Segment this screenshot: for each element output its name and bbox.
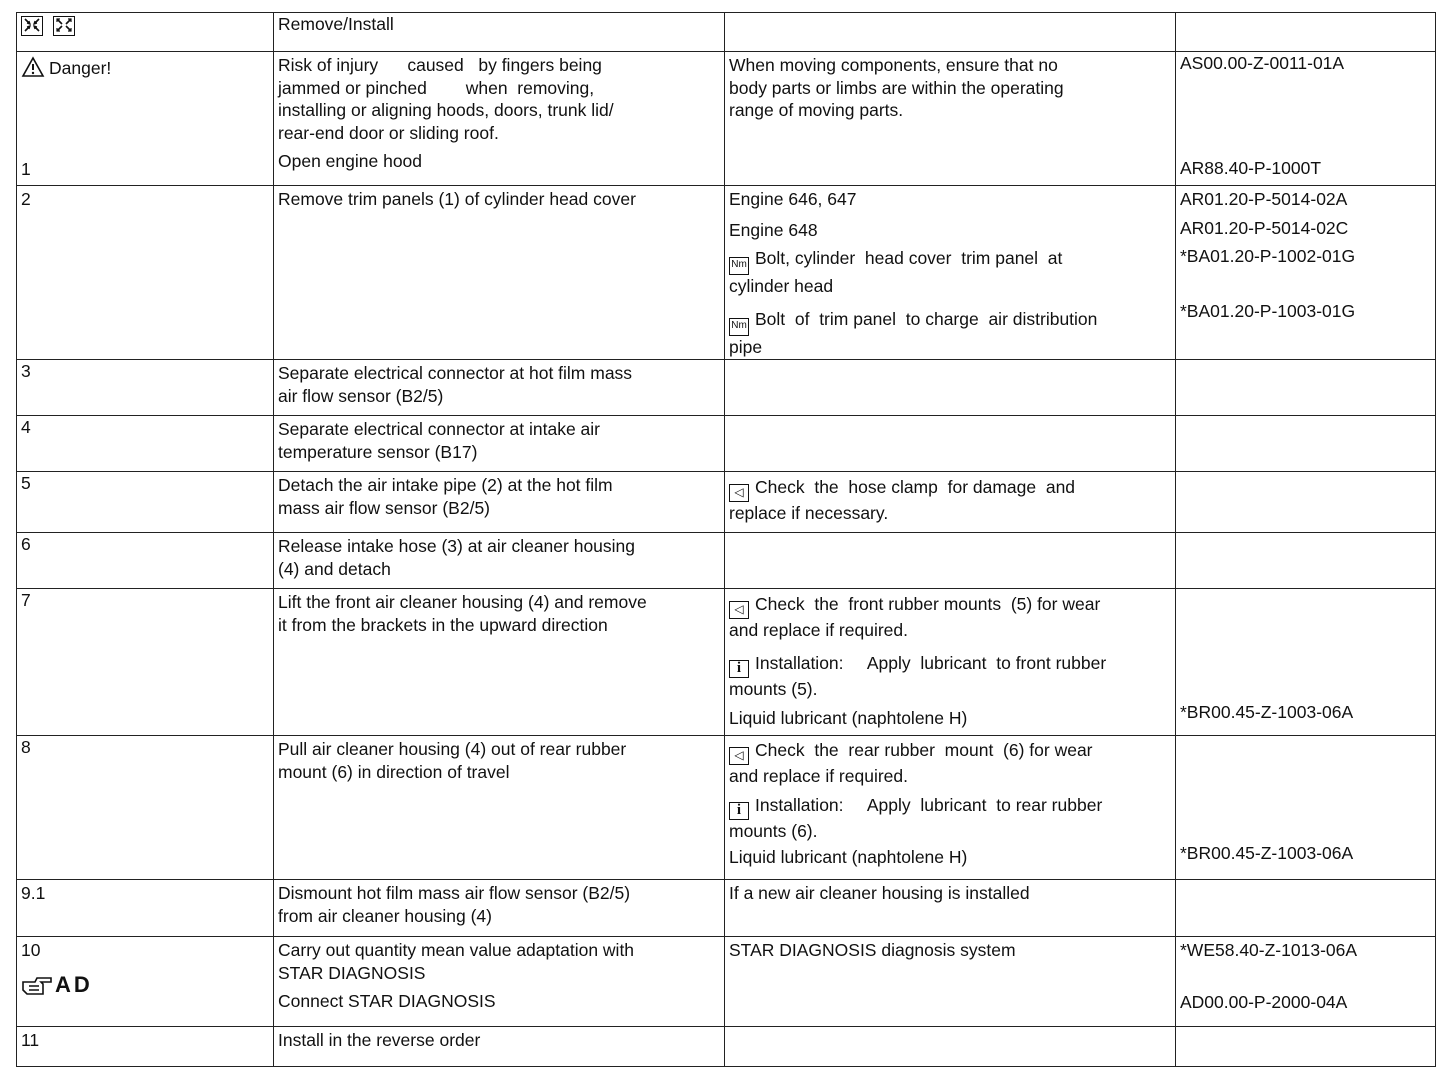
step-9-line: from air cleaner housing (4) — [278, 905, 492, 926]
code-b[interactable]: AR01.20-P-5014-02C — [1180, 217, 1349, 238]
torque-nm-icon: Nm — [729, 257, 749, 275]
step-6-row — [17, 533, 1436, 589]
code-a[interactable]: AR01.20-P-5014-02A — [1180, 189, 1348, 209]
step-10-row — [17, 937, 1436, 1027]
step-6-line: Release intake hose (3) at air cleaner housing — [278, 536, 636, 556]
step-8-code[interactable]: *BR00.45-Z-1003-06A — [1180, 843, 1354, 863]
step-10-code-cell — [1176, 937, 1436, 1027]
step-3-line: Separate electrical connector at hot film mass — [278, 363, 633, 383]
step-2-codes — [1176, 186, 1436, 360]
step-2-notes — [725, 186, 1176, 360]
step-1-code[interactable]: AR88.40-P-1000T — [1180, 157, 1322, 178]
step-8-text — [274, 736, 725, 880]
step-5-note — [725, 472, 1176, 533]
check-note — [729, 739, 1171, 765]
engine-note-a: Engine 646, 647 — [729, 189, 857, 209]
step-7-number: 7 — [17, 589, 274, 736]
step-11-number: 11 — [17, 1027, 274, 1067]
step-6-text — [274, 533, 725, 589]
step-7-text — [274, 589, 725, 736]
step-7-code-cell — [1176, 589, 1436, 736]
header-row — [17, 13, 1436, 52]
step-4-number: 4 — [17, 416, 274, 472]
check-note — [729, 476, 1171, 502]
step-4-line: temperature sensor (B17) — [278, 441, 478, 462]
info-icon: i — [729, 802, 749, 820]
step-7-line: it from the brackets in the upward direction — [278, 614, 608, 635]
code-c[interactable]: *BA01.20-P-1002-01G — [1180, 246, 1356, 266]
step-1-text: Open engine hood — [278, 151, 423, 171]
measure-line: body parts or limbs are within the operating — [729, 77, 1064, 98]
torque-note-c — [729, 247, 1171, 275]
step-11-empty — [725, 1027, 1176, 1067]
step-9-row — [17, 880, 1436, 937]
torque-note-c-line: Bolt, cylinder head cover trim panel at — [755, 248, 1063, 268]
step-2-number: 2 — [17, 186, 274, 360]
install-icon — [53, 16, 75, 36]
torque-nm-icon: Nm — [729, 318, 749, 336]
step-10-note: STAR DIAGNOSIS diagnosis system — [725, 937, 1176, 1027]
check-note — [729, 593, 1171, 619]
check-note-line: Check the front rubber mounts (5) for wear — [755, 594, 1101, 614]
step-3-text — [274, 360, 725, 416]
step-6-code-empty — [1176, 533, 1436, 589]
step-2-row — [17, 186, 1436, 360]
step-5-line: mass air flow sensor (B2/5) — [278, 497, 491, 518]
step-10-number-cell — [17, 937, 274, 1027]
danger-label — [21, 56, 269, 84]
danger-code[interactable]: AS00.00-Z-0011-01A — [1180, 53, 1345, 73]
risk-line: rear-end door or sliding roof. — [278, 122, 499, 143]
step-6-number: 6 — [17, 533, 274, 589]
check-icon: ◁ — [729, 747, 749, 765]
step-3-line: air flow sensor (B2/5) — [278, 385, 444, 406]
info-icon: i — [729, 660, 749, 678]
check-note-line: replace if necessary. — [729, 503, 889, 523]
step-9-note: If a new air cleaner housing is installed — [725, 880, 1176, 937]
step-5-line: Detach the air intake pipe (2) at the hot film — [278, 475, 613, 495]
danger-text: Danger! — [49, 58, 112, 78]
torque-note-d — [729, 308, 1171, 336]
step-11-text: Install in the reverse order — [274, 1027, 725, 1067]
lubricant-note: Liquid lubricant (naphtolene H) — [729, 847, 968, 867]
step-10-line: STAR DIAGNOSIS — [278, 962, 426, 983]
step-3-row — [17, 360, 1436, 416]
step-6-empty — [725, 533, 1176, 589]
procedure-table — [16, 12, 1436, 1067]
measure-line: range of moving parts. — [729, 100, 904, 120]
step-5-number: 5 — [17, 472, 274, 533]
ad-marker — [21, 971, 269, 1004]
check-note-line: Check the rear rubber mount (6) for wear — [755, 740, 1093, 760]
step-4-empty — [725, 416, 1176, 472]
step-9-code-empty — [1176, 880, 1436, 937]
step-10-line: Carry out quantity mean value adaptation with — [278, 940, 635, 960]
remove-icon — [21, 16, 43, 36]
header-title: Remove/Install — [274, 13, 725, 52]
danger-measures-cell — [725, 52, 1176, 186]
step-11-code-empty — [1176, 1027, 1436, 1067]
warning-triangle-icon — [21, 56, 45, 84]
step-10-code[interactable]: *WE58.40-Z-1013-06A — [1180, 940, 1358, 960]
step-1-number: 1 — [21, 158, 31, 179]
header-empty-3 — [725, 13, 1176, 52]
step-8-row — [17, 736, 1436, 880]
step-3-number: 3 — [17, 360, 274, 416]
step-7-notes — [725, 589, 1176, 736]
step-8-line: Pull air cleaner housing (4) out of rear rubber — [278, 739, 627, 759]
check-note-line: and replace if required. — [729, 766, 908, 786]
install-note-line: Installation: Apply lubricant to rear rubber — [755, 794, 1103, 815]
step-4-line: Separate electrical connector at intake air — [278, 419, 600, 439]
step-8-number: 8 — [17, 736, 274, 880]
step-5-row — [17, 472, 1436, 533]
install-note — [729, 652, 1171, 678]
step-9-text — [274, 880, 725, 937]
torque-note-d-line: Bolt of trim panel to charge air distribution — [755, 308, 1098, 329]
check-icon: ◁ — [729, 601, 749, 619]
step-9-line: Dismount hot film mass air flow sensor (B2/5) — [278, 883, 631, 903]
torque-note-c-line: cylinder head — [729, 276, 834, 296]
danger-code-cell — [1176, 52, 1436, 186]
risk-line: installing or aligning hoods, doors, trunk lid/ — [278, 100, 614, 120]
step-7-row — [17, 589, 1436, 736]
step-8-line: mount (6) in direction of travel — [278, 761, 510, 782]
code-d[interactable]: *BA01.20-P-1003-01G — [1180, 300, 1356, 321]
step-11-row — [17, 1027, 1436, 1067]
step-2-text: Remove trim panels (1) of cylinder head cover — [274, 186, 725, 360]
danger-row — [17, 52, 1436, 186]
lubricant-note: Liquid lubricant (naphtolene H) — [729, 708, 968, 728]
pointing-hand-icon — [21, 974, 53, 1004]
step-8-notes — [725, 736, 1176, 880]
header-icons-cell — [17, 13, 274, 52]
check-icon: ◁ — [729, 484, 749, 502]
install-note — [729, 794, 1171, 820]
install-note-line: mounts (6). — [729, 820, 818, 841]
measure-line: When moving components, ensure that no — [729, 55, 1058, 75]
ad-label: AD — [55, 971, 93, 997]
step-7-code[interactable]: *BR00.45-Z-1003-06A — [1180, 702, 1354, 722]
step-4-row — [17, 416, 1436, 472]
step-7-line: Lift the front air cleaner housing (4) and remove — [278, 592, 647, 612]
header-empty-4 — [1176, 13, 1436, 52]
connect-text: Connect STAR DIAGNOSIS — [278, 991, 496, 1011]
step-10-text — [274, 937, 725, 1027]
danger-step-cell — [17, 52, 274, 186]
step-3-code-empty — [1176, 360, 1436, 416]
step-6-line: (4) and detach — [278, 558, 391, 579]
step-5-text — [274, 472, 725, 533]
install-note-line: mounts (5). — [729, 678, 818, 699]
step-10-number: 10 — [21, 940, 41, 960]
torque-note-d-line: pipe — [729, 336, 763, 357]
danger-risk-cell — [274, 52, 725, 186]
step-4-text — [274, 416, 725, 472]
step-9-number: 9.1 — [17, 880, 274, 937]
risk-line: Risk of injury caused by fingers being — [278, 55, 602, 75]
install-note-line: Installation: Apply lubricant to front rubber — [755, 652, 1107, 673]
risk-line: jammed or pinched when removing, — [278, 77, 595, 98]
step-3-empty — [725, 360, 1176, 416]
check-note-line: and replace if required. — [729, 620, 908, 640]
step-4-code-empty — [1176, 416, 1436, 472]
connect-code[interactable]: AD00.00-P-2000-04A — [1180, 991, 1348, 1012]
check-note-line: Check the hose clamp for damage and — [755, 477, 1076, 497]
engine-note-b: Engine 648 — [729, 219, 818, 240]
step-8-code-cell — [1176, 736, 1436, 880]
step-5-code-empty — [1176, 472, 1436, 533]
